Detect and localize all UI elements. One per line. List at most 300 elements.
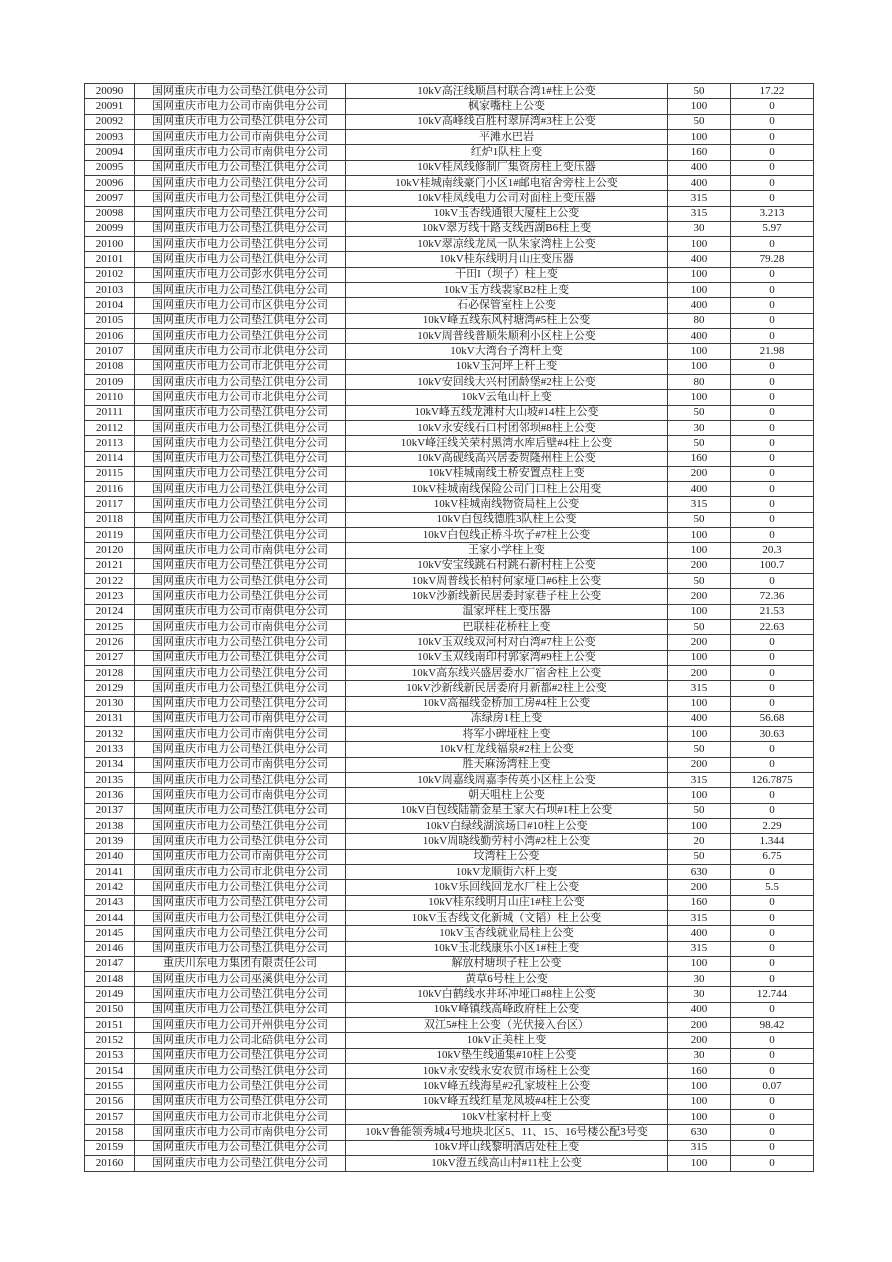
- cell-company: 国网重庆市电力公司垫江供电分公司: [135, 221, 346, 236]
- cell-value: 0: [731, 359, 814, 374]
- cell-company: 国网重庆市电力公司市区供电分公司: [135, 298, 346, 313]
- cell-capacity: 100: [668, 1109, 731, 1124]
- cell-value: 79.28: [731, 252, 814, 267]
- cell-station-name: 10kV玉双线双河村对白湾#7柱上公变: [346, 635, 668, 650]
- cell-station-name: 10kV安宝线跳石村跳石新村柱上公变: [346, 558, 668, 573]
- cell-id: 20135: [85, 773, 135, 788]
- cell-station-name: 10kV桂城南线土桥安置点柱上变: [346, 466, 668, 481]
- cell-company: 国网重庆市电力公司垫江供电分公司: [135, 665, 346, 680]
- cell-id: 20099: [85, 221, 135, 236]
- cell-id: 20132: [85, 727, 135, 742]
- cell-value: 12.744: [731, 987, 814, 1002]
- cell-station-name: 10kV白鹤线水井环冲垭口#8柱上公变: [346, 987, 668, 1002]
- cell-station-name: 10kV翠凉线龙凤一队朱家湾柱上公变: [346, 237, 668, 252]
- cell-value: 0: [731, 1125, 814, 1140]
- table-row: [85, 313, 814, 328]
- cell-capacity: 160: [668, 895, 731, 910]
- table-row: [85, 604, 814, 619]
- table-row: [85, 1155, 814, 1171]
- table-row: [85, 129, 814, 144]
- cell-station-name: 10kV玉方线裴家B2柱上变: [346, 283, 668, 298]
- table-row: [85, 665, 814, 680]
- cell-id: 20140: [85, 849, 135, 864]
- cell-capacity: 315: [668, 681, 731, 696]
- table-row: [85, 711, 814, 726]
- cell-value: 0: [731, 1140, 814, 1155]
- table-row: [85, 114, 814, 129]
- cell-value: 98.42: [731, 1018, 814, 1033]
- cell-id: 20131: [85, 711, 135, 726]
- cell-id: 20092: [85, 114, 135, 129]
- cell-value: 0: [731, 910, 814, 925]
- cell-id: 20116: [85, 482, 135, 497]
- cell-company: 国网重庆市电力公司垫江供电分公司: [135, 237, 346, 252]
- cell-id: 20108: [85, 359, 135, 374]
- cell-capacity: 50: [668, 742, 731, 757]
- cell-station-name: 红炉1队柱上变: [346, 145, 668, 160]
- cell-company: 国网重庆市电力公司垫江供电分公司: [135, 635, 346, 650]
- cell-company: 国网重庆市电力公司市南供电分公司: [135, 604, 346, 619]
- cell-value: 0: [731, 1002, 814, 1017]
- cell-id: 20111: [85, 405, 135, 420]
- cell-company: 国网重庆市电力公司市南供电分公司: [135, 1125, 346, 1140]
- cell-capacity: 50: [668, 114, 731, 129]
- cell-station-name: 石必保管室柱上公变: [346, 298, 668, 313]
- cell-station-name: 10kV桂城南线保险公司门口柱上公用变: [346, 482, 668, 497]
- cell-capacity: 400: [668, 1002, 731, 1017]
- cell-value: 0: [731, 405, 814, 420]
- cell-company: 国网重庆市电力公司垫江供电分公司: [135, 1094, 346, 1109]
- cell-capacity: 30: [668, 972, 731, 987]
- cell-value: 0.07: [731, 1079, 814, 1094]
- cell-value: 0: [731, 482, 814, 497]
- table-row: [85, 1018, 814, 1033]
- cell-capacity: 80: [668, 374, 731, 389]
- cell-capacity: 80: [668, 313, 731, 328]
- table-row: [85, 819, 814, 834]
- cell-value: 5.97: [731, 221, 814, 236]
- cell-capacity: 30: [668, 420, 731, 435]
- cell-capacity: 315: [668, 191, 731, 206]
- cell-company: 国网重庆市电力公司垫江供电分公司: [135, 283, 346, 298]
- table-row: [85, 650, 814, 665]
- cell-company: 国网重庆市电力公司垫江供电分公司: [135, 528, 346, 543]
- table-row: [85, 267, 814, 282]
- table-row: [85, 497, 814, 512]
- cell-value: 0: [731, 650, 814, 665]
- cell-station-name: 10kV高汪线顺昌村联合湾1#柱上公变: [346, 84, 668, 99]
- cell-id: 20155: [85, 1079, 135, 1094]
- table-row: [85, 175, 814, 190]
- table-row: [85, 283, 814, 298]
- cell-company: 国网重庆市电力公司垫江供电分公司: [135, 175, 346, 190]
- table-row: [85, 145, 814, 160]
- cell-company: 国网重庆市电力公司市北供电分公司: [135, 864, 346, 879]
- cell-id: 20098: [85, 206, 135, 221]
- cell-station-name: 10kV桂城南线物资局柱上公变: [346, 497, 668, 512]
- cell-station-name: 将军小碑垭柱上变: [346, 727, 668, 742]
- cell-company: 国网重庆市电力公司垫江供电分公司: [135, 834, 346, 849]
- table-row: [85, 788, 814, 803]
- table-row: [85, 359, 814, 374]
- cell-station-name: 10kV峰五线海星#2孔家坡柱上公变: [346, 1079, 668, 1094]
- cell-company: 国网重庆市电力公司市南供电分公司: [135, 543, 346, 558]
- cell-station-name: 10kV沙新线新民居委府月新都#2柱上公变: [346, 681, 668, 696]
- cell-value: 5.5: [731, 880, 814, 895]
- cell-id: 20118: [85, 512, 135, 527]
- cell-capacity: 100: [668, 1155, 731, 1171]
- cell-station-name: 黄草6号柱上公变: [346, 972, 668, 987]
- table-row: [85, 512, 814, 527]
- cell-value: 21.98: [731, 344, 814, 359]
- cell-capacity: 315: [668, 941, 731, 956]
- cell-id: 20123: [85, 589, 135, 604]
- cell-company: 国网重庆市电力公司垫江供电分公司: [135, 313, 346, 328]
- cell-value: 0: [731, 926, 814, 941]
- cell-company: 国网重庆市电力公司彭水供电分公司: [135, 267, 346, 282]
- cell-value: 126.7875: [731, 773, 814, 788]
- table-row: [85, 757, 814, 772]
- cell-station-name: 10kV沙新线新民居委封家巷子柱上公变: [346, 589, 668, 604]
- cell-value: 0: [731, 191, 814, 206]
- cell-value: 0: [731, 1048, 814, 1063]
- cell-capacity: 315: [668, 497, 731, 512]
- cell-id: 20137: [85, 803, 135, 818]
- cell-company: 国网重庆市电力公司垫江供电分公司: [135, 742, 346, 757]
- table-row: [85, 1002, 814, 1017]
- table-row: [85, 956, 814, 971]
- cell-id: 20103: [85, 283, 135, 298]
- cell-station-name: 10kV玉双线南印村郭家湾#9柱上公变: [346, 650, 668, 665]
- cell-station-name: 10kV峰五线东风村塘湾#5柱上公变: [346, 313, 668, 328]
- cell-capacity: 100: [668, 390, 731, 405]
- cell-value: 0: [731, 160, 814, 175]
- cell-id: 20157: [85, 1109, 135, 1124]
- cell-company: 国网重庆市电力公司垫江供电分公司: [135, 574, 346, 589]
- cell-station-name: 解放村塘坝子柱上公变: [346, 956, 668, 971]
- cell-capacity: 30: [668, 987, 731, 1002]
- cell-station-name: 10kV大湾台子湾杆上变: [346, 344, 668, 359]
- cell-value: 0: [731, 298, 814, 313]
- table-row: [85, 1140, 814, 1155]
- cell-value: 0: [731, 972, 814, 987]
- cell-company: 国网重庆市电力公司垫江供电分公司: [135, 1002, 346, 1017]
- cell-value: 0: [731, 528, 814, 543]
- cell-station-name: 坟湾柱上公变: [346, 849, 668, 864]
- cell-capacity: 100: [668, 788, 731, 803]
- cell-id: 20126: [85, 635, 135, 650]
- cell-company: 国网重庆市电力公司垫江供电分公司: [135, 466, 346, 481]
- table-row: [85, 727, 814, 742]
- cell-company: 国网重庆市电力公司垫江供电分公司: [135, 773, 346, 788]
- cell-company: 国网重庆市电力公司垫江供电分公司: [135, 926, 346, 941]
- cell-id: 20130: [85, 696, 135, 711]
- cell-station-name: 10kV龙顺街六杆上变: [346, 864, 668, 879]
- cell-company: 国网重庆市电力公司垫江供电分公司: [135, 329, 346, 344]
- table-row: [85, 849, 814, 864]
- cell-company: 国网重庆市电力公司市南供电分公司: [135, 727, 346, 742]
- cell-company: 国网重庆市电力公司垫江供电分公司: [135, 895, 346, 910]
- table-row: [85, 1079, 814, 1094]
- cell-capacity: 315: [668, 206, 731, 221]
- cell-station-name: 10kV杜家村杆上变: [346, 1109, 668, 1124]
- cell-company: 国网重庆市电力公司垫江供电分公司: [135, 84, 346, 99]
- cell-company: 国网重庆市电力公司垫江供电分公司: [135, 681, 346, 696]
- cell-company: 国网重庆市电力公司垫江供电分公司: [135, 482, 346, 497]
- cell-capacity: 100: [668, 237, 731, 252]
- cell-company: 国网重庆市电力公司市北供电分公司: [135, 1109, 346, 1124]
- table-row: [85, 466, 814, 481]
- cell-id: 20090: [85, 84, 135, 99]
- cell-company: 国网重庆市电力公司巫溪供电分公司: [135, 972, 346, 987]
- cell-id: 20094: [85, 145, 135, 160]
- cell-value: 0: [731, 1033, 814, 1048]
- cell-value: 0: [731, 696, 814, 711]
- table-row: [85, 773, 814, 788]
- table-row: [85, 436, 814, 451]
- cell-station-name: 10kV周嘉线周嘉李传英小区柱上公变: [346, 773, 668, 788]
- cell-station-name: 巴联桂花桥柱上变: [346, 619, 668, 634]
- cell-company: 国网重庆市电力公司垫江供电分公司: [135, 1155, 346, 1171]
- cell-id: 20114: [85, 451, 135, 466]
- cell-id: 20141: [85, 864, 135, 879]
- cell-value: 20.3: [731, 543, 814, 558]
- cell-capacity: 400: [668, 160, 731, 175]
- cell-id: 20105: [85, 313, 135, 328]
- cell-value: 0: [731, 742, 814, 757]
- cell-capacity: 400: [668, 482, 731, 497]
- cell-capacity: 50: [668, 574, 731, 589]
- cell-station-name: 10kV垫生线通集#10柱上公变: [346, 1048, 668, 1063]
- cell-station-name: 双江5#柱上公变（光伏接入台区）: [346, 1018, 668, 1033]
- cell-value: 0: [731, 329, 814, 344]
- cell-station-name: 10kV峰五线龙滩村大山坡#14柱上公变: [346, 405, 668, 420]
- cell-company: 国网重庆市电力公司垫江供电分公司: [135, 114, 346, 129]
- cell-id: 20150: [85, 1002, 135, 1017]
- cell-capacity: 200: [668, 589, 731, 604]
- table-row: [85, 1094, 814, 1109]
- cell-capacity: 400: [668, 926, 731, 941]
- cell-id: 20156: [85, 1094, 135, 1109]
- cell-capacity: 400: [668, 298, 731, 313]
- cell-capacity: 100: [668, 1094, 731, 1109]
- cell-capacity: 400: [668, 252, 731, 267]
- cell-company: 国网重庆市电力公司垫江供电分公司: [135, 819, 346, 834]
- cell-capacity: 50: [668, 405, 731, 420]
- cell-capacity: 50: [668, 512, 731, 527]
- table-row: [85, 329, 814, 344]
- cell-id: 20113: [85, 436, 135, 451]
- cell-station-name: 冻绿房1柱上变: [346, 711, 668, 726]
- cell-station-name: 10kV玉北线康乐小区1#柱上变: [346, 941, 668, 956]
- cell-station-name: 王家小学柱上变: [346, 543, 668, 558]
- cell-id: 20154: [85, 1064, 135, 1079]
- cell-company: 国网重庆市电力公司市北供电分公司: [135, 344, 346, 359]
- cell-id: 20115: [85, 466, 135, 481]
- cell-station-name: 10kV白包线正桥斗坎子#7柱上公变: [346, 528, 668, 543]
- cell-capacity: 30: [668, 221, 731, 236]
- table-row: [85, 926, 814, 941]
- cell-id: 20109: [85, 374, 135, 389]
- cell-id: 20158: [85, 1125, 135, 1140]
- cell-value: 0: [731, 665, 814, 680]
- cell-company: 国网重庆市电力公司垫江供电分公司: [135, 374, 346, 389]
- table-row: [85, 1033, 814, 1048]
- table-row: [85, 1109, 814, 1124]
- cell-id: 20153: [85, 1048, 135, 1063]
- cell-value: 2.29: [731, 819, 814, 834]
- cell-capacity: 630: [668, 1125, 731, 1140]
- cell-id: 20117: [85, 497, 135, 512]
- cell-station-name: 10kV乐回线回龙水厂柱上公变: [346, 880, 668, 895]
- cell-value: 0: [731, 788, 814, 803]
- cell-station-name: 10kV永安线永安农贸市场柱上公变: [346, 1064, 668, 1079]
- cell-station-name: 10kV高福线金桥加工房#4柱上公变: [346, 696, 668, 711]
- cell-id: 20120: [85, 543, 135, 558]
- table-row: [85, 696, 814, 711]
- cell-company: 国网重庆市电力公司市南供电分公司: [135, 711, 346, 726]
- cell-value: 0: [731, 99, 814, 114]
- cell-capacity: 200: [668, 558, 731, 573]
- table-row: [85, 221, 814, 236]
- cell-capacity: 100: [668, 528, 731, 543]
- cell-id: 20159: [85, 1140, 135, 1155]
- cell-station-name: 10kV正美柱上变: [346, 1033, 668, 1048]
- cell-station-name: 10kV高峰线百胜村翠屏湾#3柱上公变: [346, 114, 668, 129]
- cell-capacity: 200: [668, 635, 731, 650]
- cell-value: 30.63: [731, 727, 814, 742]
- cell-station-name: 10kV杠龙线福泉#2柱上公变: [346, 742, 668, 757]
- cell-capacity: 200: [668, 665, 731, 680]
- cell-capacity: 100: [668, 359, 731, 374]
- cell-value: 0: [731, 497, 814, 512]
- cell-company: 国网重庆市电力公司垫江供电分公司: [135, 696, 346, 711]
- cell-capacity: 100: [668, 1079, 731, 1094]
- cell-capacity: 200: [668, 880, 731, 895]
- cell-station-name: 10kV白绿线湖滨场口#10柱上公变: [346, 819, 668, 834]
- cell-station-name: 10kV白包线陆箭金星王家大石坝#1柱上公变: [346, 803, 668, 818]
- cell-id: 20142: [85, 880, 135, 895]
- cell-id: 20133: [85, 742, 135, 757]
- cell-id: 20121: [85, 558, 135, 573]
- cell-company: 国网重庆市电力公司市北供电分公司: [135, 359, 346, 374]
- cell-station-name: 10kV峰五线红星龙凤坡#4柱上公变: [346, 1094, 668, 1109]
- cell-value: 0: [731, 313, 814, 328]
- cell-capacity: 400: [668, 329, 731, 344]
- cell-capacity: 50: [668, 619, 731, 634]
- cell-id: 20100: [85, 237, 135, 252]
- cell-value: 0: [731, 1094, 814, 1109]
- cell-id: 20122: [85, 574, 135, 589]
- table-row: [85, 482, 814, 497]
- cell-value: 0: [731, 420, 814, 435]
- cell-company: 国网重庆市电力公司垫江供电分公司: [135, 191, 346, 206]
- cell-capacity: 50: [668, 849, 731, 864]
- cell-id: 20106: [85, 329, 135, 344]
- cell-company: 国网重庆市电力公司北碚供电分公司: [135, 1033, 346, 1048]
- cell-capacity: 50: [668, 84, 731, 99]
- cell-value: 0: [731, 283, 814, 298]
- cell-station-name: 10kV桂东线明月山庄变压器: [346, 252, 668, 267]
- cell-id: 20145: [85, 926, 135, 941]
- cell-id: 20102: [85, 267, 135, 282]
- cell-company: 国网重庆市电力公司垫江供电分公司: [135, 436, 346, 451]
- cell-station-name: 10kV周晓线勤劳村小湾#2柱上公变: [346, 834, 668, 849]
- cell-value: 56.68: [731, 711, 814, 726]
- cell-value: 0: [731, 114, 814, 129]
- cell-capacity: 100: [668, 129, 731, 144]
- cell-company: 国网重庆市电力公司市南供电分公司: [135, 757, 346, 772]
- cell-value: 0: [731, 941, 814, 956]
- cell-value: 72.36: [731, 589, 814, 604]
- cell-id: 20129: [85, 681, 135, 696]
- cell-value: 0: [731, 864, 814, 879]
- cell-station-name: 10kV桂城南线豪门小区1#邮电宿舍旁柱上公变: [346, 175, 668, 190]
- cell-station-name: 朝天咀柱上公变: [346, 788, 668, 803]
- table-row: [85, 619, 814, 634]
- cell-value: 0: [731, 803, 814, 818]
- cell-station-name: 10kV桂凤线电力公司对面柱上变压器: [346, 191, 668, 206]
- cell-company: 国网重庆市电力公司垫江供电分公司: [135, 1140, 346, 1155]
- cell-id: 20119: [85, 528, 135, 543]
- cell-value: 0: [731, 466, 814, 481]
- cell-company: 国网重庆市电力公司垫江供电分公司: [135, 497, 346, 512]
- cell-station-name: 10kV鲁能领秀城4号地块北区5、11、15、16号楼公配3号变: [346, 1125, 668, 1140]
- cell-id: 20107: [85, 344, 135, 359]
- table-row: [85, 742, 814, 757]
- cell-value: 6.75: [731, 849, 814, 864]
- cell-station-name: 平滩水巴岩: [346, 129, 668, 144]
- cell-company: 国网重庆市电力公司垫江供电分公司: [135, 1079, 346, 1094]
- cell-company: 国网重庆市电力公司垫江供电分公司: [135, 206, 346, 221]
- cell-capacity: 30: [668, 1048, 731, 1063]
- cell-company: 国网重庆市电力公司市南供电分公司: [135, 129, 346, 144]
- cell-station-name: 10kV坪山线黎明酒店处柱上变: [346, 1140, 668, 1155]
- cell-value: 0: [731, 1109, 814, 1124]
- cell-company: 国网重庆市电力公司开州供电分公司: [135, 1018, 346, 1033]
- cell-id: 20091: [85, 99, 135, 114]
- cell-id: 20110: [85, 390, 135, 405]
- cell-station-name: 10kV翠万线十路支线西湖B6柱上变: [346, 221, 668, 236]
- cell-id: 20124: [85, 604, 135, 619]
- cell-company: 国网重庆市电力公司市南供电分公司: [135, 619, 346, 634]
- table-row: [85, 681, 814, 696]
- cell-station-name: 10kV白包线德胜3队柱上公变: [346, 512, 668, 527]
- cell-company: 国网重庆市电力公司垫江供电分公司: [135, 941, 346, 956]
- cell-capacity: 315: [668, 773, 731, 788]
- cell-company: 国网重庆市电力公司垫江供电分公司: [135, 405, 346, 420]
- cell-id: 20093: [85, 129, 135, 144]
- table-row: [85, 543, 814, 558]
- table-row: [85, 160, 814, 175]
- cell-station-name: 10kV玉河坪上杆上变: [346, 359, 668, 374]
- cell-capacity: 100: [668, 956, 731, 971]
- cell-station-name: 10kV桂东线明月山庄1#柱上公变: [346, 895, 668, 910]
- cell-company: 国网重庆市电力公司垫江供电分公司: [135, 880, 346, 895]
- cell-capacity: 50: [668, 803, 731, 818]
- cell-id: 20148: [85, 972, 135, 987]
- cell-station-name: 10kV永安线石口村团邻坝#8柱上公变: [346, 420, 668, 435]
- cell-capacity: 100: [668, 543, 731, 558]
- cell-capacity: 100: [668, 344, 731, 359]
- cell-value: 0: [731, 1064, 814, 1079]
- cell-station-name: 10kV高东线兴盛居委水厂宿舍柱上公变: [346, 665, 668, 680]
- cell-id: 20144: [85, 910, 135, 925]
- cell-id: 20147: [85, 956, 135, 971]
- table-row: [85, 252, 814, 267]
- cell-value: 0: [731, 436, 814, 451]
- cell-id: 20101: [85, 252, 135, 267]
